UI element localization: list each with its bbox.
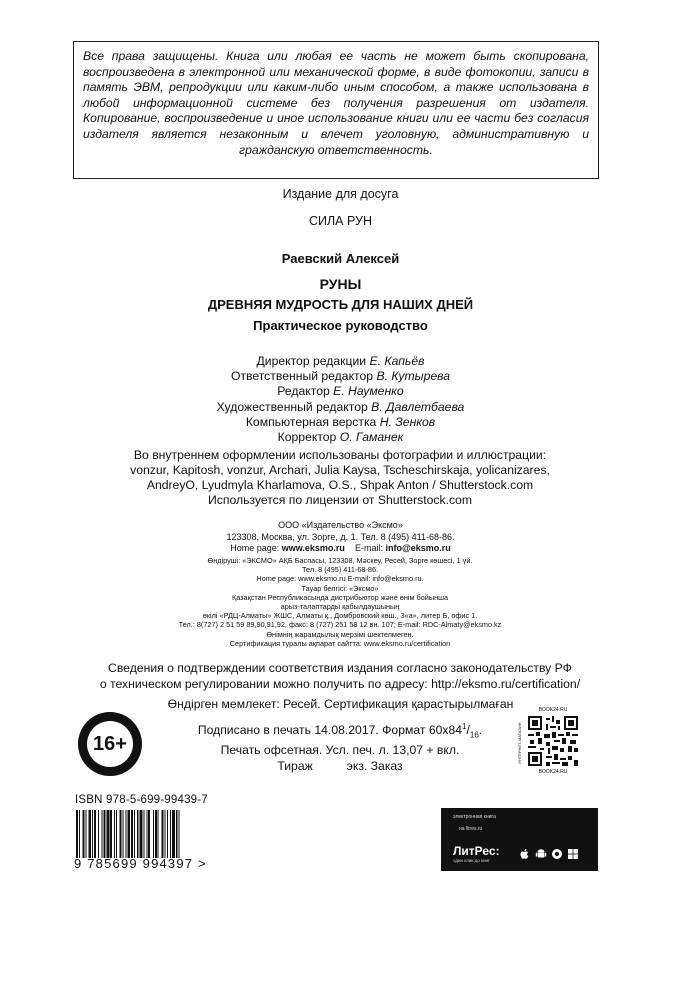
kz-line: Өнімнің жарамдылық мерзімі шектелмеген. <box>266 629 414 639</box>
barcode-bar <box>116 810 117 858</box>
author: Раевский Алексей <box>281 251 400 266</box>
barcode-bar <box>76 810 78 858</box>
barcode-bar <box>155 810 157 858</box>
barcode-bar <box>125 810 126 858</box>
kz-line: арыз-талаптарды қабылдаушының <box>280 602 400 612</box>
publisher-name: ООО «Издательство «Эксмо» <box>278 520 403 530</box>
qr-caption-top: BOOK24.RU <box>538 707 568 713</box>
credit-line: Ответственный редактор В. Кутырева <box>230 369 451 384</box>
rights-notice: Все права защищены. Книга или любая ее часть не может быть скопирована, воспроизведена в электронной или механической форме, в виде фотокопии, записи в память ЭВМ, репродукции или каким-либо иным способом, а также использована в любой информационной системе без получения разрешения от издателя. Копирование, воспроизведение и иное использование книги или ее части без согласия издателя является незаконным и влечет уголовную, административную и гражданскую ответственность. <box>73 41 599 179</box>
certification-line: о техническом регулировании можно получить по адресу: http://eksmo.ru/certification/ <box>99 676 581 691</box>
barcode-bar <box>127 810 130 858</box>
publisher-contacts: Home page: www.eksmo.ru E-mail: info@eksmo.ru <box>230 543 451 553</box>
barcode-bar <box>134 810 135 858</box>
photo-credits-line: Используется по лицензии от Shutterstock.com <box>208 493 472 507</box>
ean-digits: 9 785699 994397 > <box>74 856 207 871</box>
credit-line: Директор редакции Е. Капьёв <box>256 354 425 368</box>
book-subtitle: ДРЕВНЯЯ МУДРОСТЬ ДЛЯ НАШИХ ДНЕЙ <box>207 297 474 312</box>
barcode-bar <box>94 810 96 858</box>
barcode-bar <box>153 810 154 858</box>
isbn-label: ISBN 978-5-699-99439-7 <box>75 794 208 806</box>
edition-type: Издание для досуга <box>282 187 399 201</box>
barcode-bar <box>162 810 164 858</box>
barcode-bar <box>83 810 85 858</box>
windows-icon <box>567 848 579 860</box>
barcode-bar <box>114 810 115 858</box>
kz-line: Home page: www.eksmo.ru E-mail: info@eksmo.ru. <box>256 574 424 584</box>
litres-logo: ЛитРес: <box>453 844 500 858</box>
credit-line: Художественный редактор В. Давлетбаева <box>216 399 465 414</box>
barcode-bar <box>170 810 171 858</box>
credit-line: Компьютерная верстка Н. Зенков <box>245 414 436 429</box>
kz-line: Қазақстан Республикасында дистрибьютор және өнім бойынша <box>231 592 449 602</box>
litres-banner[interactable] <box>441 808 598 871</box>
barcode-bar <box>123 810 124 858</box>
barcode <box>76 810 206 858</box>
barcode-bar <box>92 810 93 858</box>
print-line-2: Печать офсетная. Усл. печ. л. 13,07 + вкл. <box>220 743 460 757</box>
origin-country: Өндірген мемлекет: Ресей. Сертификация қарастырылмаған <box>167 697 514 711</box>
kz-line: Тел.: 8(727) 2 51 59 89,90,91,92, факс: 8 (727) 251 58 12 вн. 107; E-mail: RDC-Almaty@eksmo.kz <box>178 620 502 630</box>
barcode-bar <box>146 810 147 858</box>
barcode-bar <box>167 810 168 858</box>
litres-caption-2: на litres.ru <box>459 826 483 832</box>
barcode-bar <box>79 810 80 858</box>
barcode-bar <box>143 810 144 858</box>
certification-line: Сведения о подтверждении соответствия издания согласно законодательству РФ <box>108 661 572 675</box>
barcode-bar <box>172 810 175 858</box>
print-info <box>160 719 520 774</box>
publisher-email[interactable]: info@eksmo.ru <box>385 543 451 553</box>
chrome-icon <box>551 848 563 860</box>
credit-line: Редактор Е. Науменко <box>277 384 404 399</box>
certification-block <box>60 661 620 692</box>
publisher-block <box>0 520 681 555</box>
print-line-3: Тираж экз. Заказ <box>277 758 403 773</box>
age-rating-badge <box>78 712 142 776</box>
book-subtitle2: Практическое руководство <box>253 318 428 333</box>
barcode-bar <box>131 810 133 858</box>
barcode-bar <box>158 810 159 858</box>
apple-icon <box>519 848 531 860</box>
publisher-homepage[interactable]: www.eksmo.ru <box>281 543 345 553</box>
barcode-bar <box>86 810 87 858</box>
barcode-bar <box>88 810 91 858</box>
barcode-bar <box>102 810 103 858</box>
litres-tagline: один клик до книг <box>453 858 490 863</box>
kz-publisher-block <box>160 556 520 648</box>
barcode-bar <box>110 810 112 858</box>
kz-line: Тауар белгісі: «Эксмо» <box>301 583 379 593</box>
publisher-address: 123308, Москва, ул. Зорге, д. 1. Тел. 8 (495) 411-68-86. <box>226 531 455 542</box>
photo-credits-line: vonzur, Kapitosh, vonzur, Archari, Julia Kaysa, Tscheschirskaja, yolicanizares, <box>130 463 550 477</box>
barcode-bar <box>176 810 178 858</box>
credit-line: Корректор О. Гаманек <box>277 430 404 445</box>
barcode-bar <box>179 810 180 858</box>
barcode-bar <box>98 810 99 858</box>
series-name: СИЛА РУН <box>308 214 373 228</box>
qr-caption-bottom: BOOK24.RU <box>538 769 568 775</box>
book-title: РУНЫ <box>319 276 362 292</box>
photo-credits-line: Во внутреннем оформлении использованы фотографии и иллюстрации: <box>133 448 547 462</box>
barcode-bar <box>164 810 165 858</box>
qr-code[interactable] <box>528 716 578 766</box>
kz-line: Сертификация туралы ақпарат сайтта: www.eksmo.ru/certification <box>229 638 451 648</box>
photo-credits <box>100 448 580 508</box>
litres-caption: электронная книга <box>453 814 496 820</box>
barcode-bar <box>140 810 143 858</box>
qr-caption-side: ИНТЕРНЕТ-МАГАЗИН <box>517 722 522 764</box>
print-line-1: Подписано в печать 14.08.2017. Формат $60х84^1/_{16}$. <box>197 722 483 740</box>
kz-line: Өндіруші: «ЭКСМО» АҚБ Баспасы, 123308, Мәскеу, Ресей, Зорге көшесі, 1 үй. <box>207 556 473 565</box>
kz-line: өкілі «РДЦ-Алматы» ЖШС, Алматы қ., Домбровский көш., 3«а», литер Б, офис 1. <box>202 611 478 621</box>
age-rating-label: 16+ <box>87 721 133 767</box>
photo-credits-line: AndreyO, Lyudmyla Kharlamova, O.S., Shpak Anton / Shutterstock.com <box>146 478 534 492</box>
credits-block <box>0 354 681 445</box>
barcode-bar <box>148 810 150 858</box>
android-icon <box>535 848 547 860</box>
barcode-bar <box>104 810 106 858</box>
kz-line: Тел. 8 (495) 411-68-86. <box>301 565 379 575</box>
barcode-bar <box>106 810 109 858</box>
barcode-bar <box>120 810 122 858</box>
barcode-bar <box>137 810 139 858</box>
